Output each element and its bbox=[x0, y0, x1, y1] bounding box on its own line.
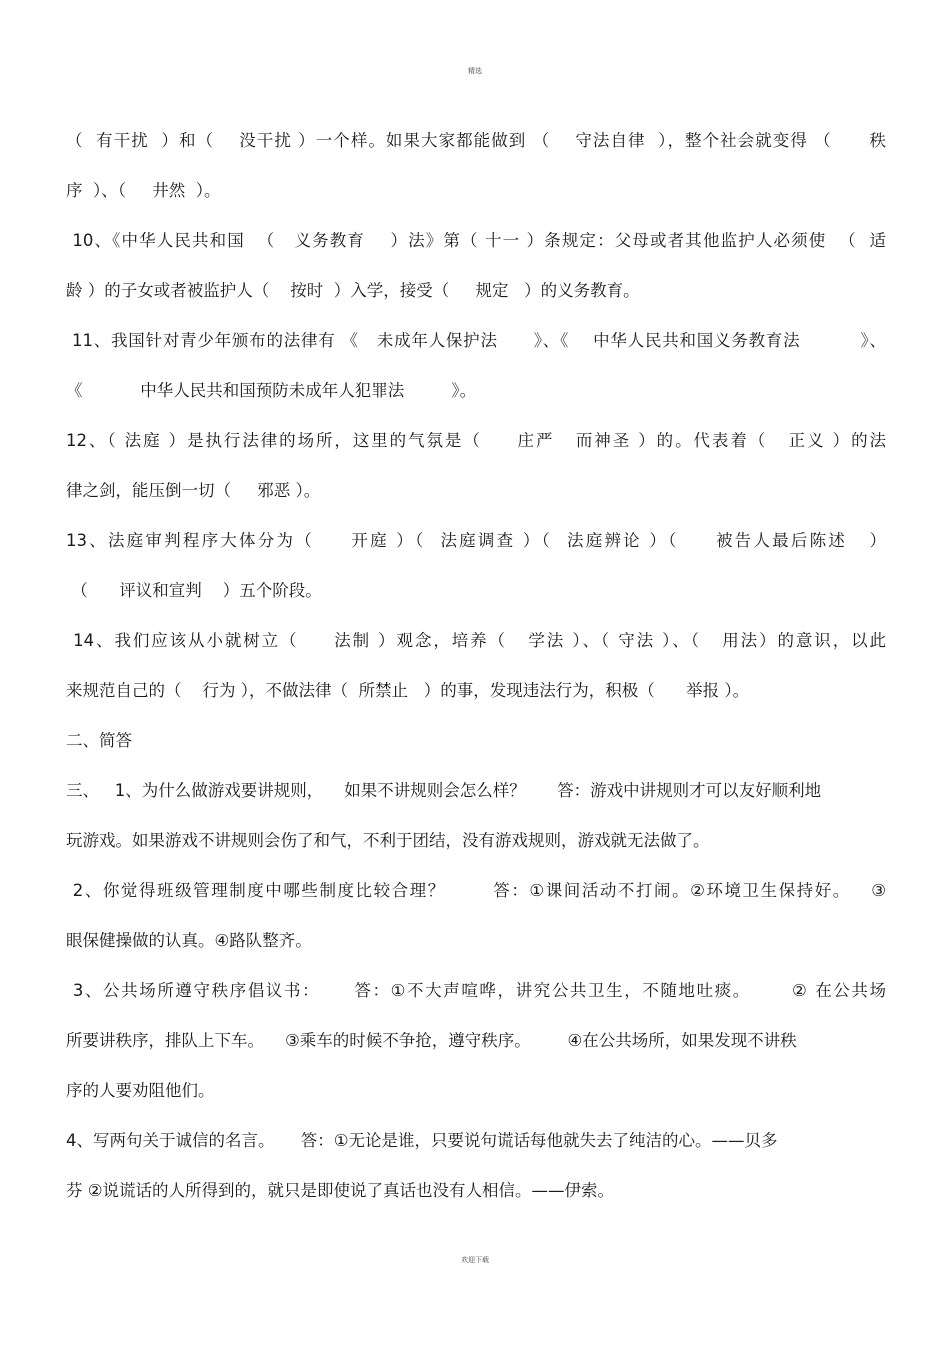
text-line: 来规范自己的（ 行为 ），不做法律（ 所禁止 ）的事，发现违法行为，积极（ 举报 ）。 bbox=[66, 681, 750, 700]
text-line: 所要讲秩序，排队上下车。 ③乘车的时候不争抢，遵守秩序。 ④在公共场所，如果发现不讲秩 bbox=[66, 1031, 797, 1050]
text-line: 律之剑，能压倒一切（ 邪恶 ）。 bbox=[66, 481, 321, 500]
text-line: 玩游戏。如果游戏不讲规则会伤了和气，不利于团结，没有游戏规则，游戏就无法做了。 bbox=[66, 831, 710, 850]
document-body bbox=[66, 126, 886, 1226]
text-line: 12、（ 法庭 ）是执行法律的场所，这里的气氛是（ 庄严 而神圣 ）的。代表着（ 正义 ）的法 bbox=[66, 431, 886, 450]
text-line: 芬 ②说谎话的人所得到的，就只是即使说了真话也没有人相信。——伊索。 bbox=[66, 1181, 615, 1200]
text-line: 序的人要劝阻他们。 bbox=[66, 1081, 215, 1100]
text-line: 11、我国针对青少年颁布的法律有 《 未成年人保护法 》、《 中华人民共和国义务教育法 》、 bbox=[66, 331, 886, 350]
text-line: 13、法庭审判程序大体分为（ 开庭 ）（ 法庭调查 ）（ 法庭辨论 ）（ 被告人最后陈述 ） bbox=[66, 531, 886, 550]
text-line: 2、你觉得班级管理制度中哪些制度比较合理？ 答：①课间活动不打闹。②环境卫生保持好。 ③ bbox=[66, 881, 886, 900]
text-line: （ 有干扰 ）和（ 没干扰 ）一个样。如果大家都能做到 （ 守法自律 ），整个社会就变得 （ 秩 bbox=[66, 131, 886, 150]
text-line: 14、我们应该从小就树立（ 法制 ）观念，培养（ 学法 ）、（ 守法 ）、（ 用法）的意识，以此 bbox=[66, 631, 886, 650]
text-line: 序 ）、（ 井然 ）。 bbox=[66, 181, 221, 200]
text-line: 龄 ）的子女或者被监护人（ 按时 ）入学，接受（ 规定 ）的义务教育。 bbox=[66, 281, 640, 300]
page-footer-mark: 欢迎下载 bbox=[461, 1256, 489, 1264]
text-line: 3、公共场所遵守秩序倡议书： 答：①不大声喧哗，讲究公共卫生，不随地吐痰。 ② 在公共场 bbox=[66, 981, 886, 1000]
text-line: 二、简答 bbox=[66, 731, 132, 750]
text-line: 10、《中华人民共和国 （ 义务教育 ）法》第（ 十一 ）条规定：父母或者其他监护人必须使 （ 适 bbox=[66, 231, 886, 250]
text-line: 《 中华人民共和国预防未成年人犯罪法 》。 bbox=[66, 381, 477, 400]
text-line: 三、 1、为什么做游戏要讲规则， 如果不讲规则会怎么样？ 答：游戏中讲规则才可以友好顺利地 bbox=[66, 781, 822, 800]
text-line: 眼保健操做的认真。④路队整齐。 bbox=[66, 931, 312, 950]
text-line: （ 评议和宣判 ）五个阶段。 bbox=[66, 581, 322, 600]
text-line: 4、写两句关于诚信的名言。 答：①无论是谁，只要说句谎话每他就失去了纯洁的心。——贝多 bbox=[66, 1131, 778, 1150]
page-header-mark: 精选 bbox=[468, 67, 482, 75]
